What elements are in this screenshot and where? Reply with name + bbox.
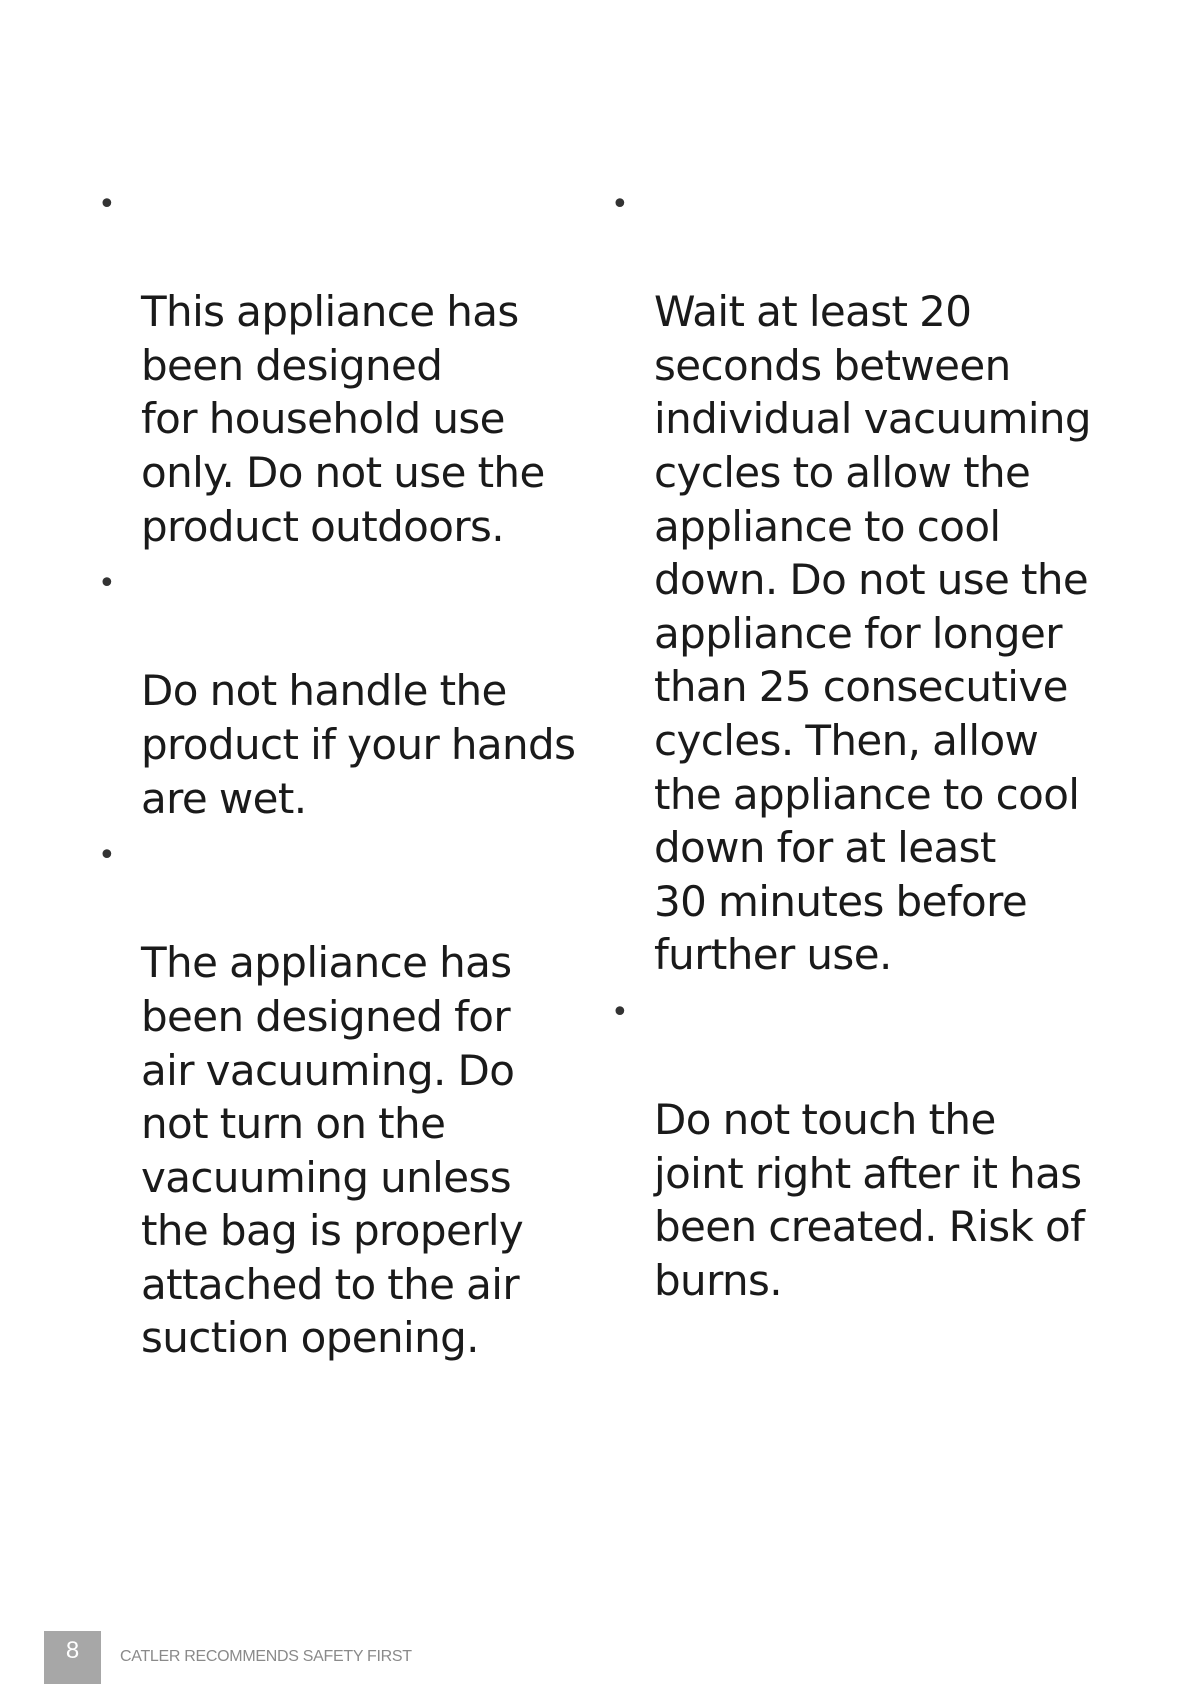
safety-item-text: Wait at least 20 seconds between individual vacuuming cycles to allow the appliance to cool down. Do not use the appliance for longer than 25 consecutive cycles. Then, allow the appliance to cool down for at least 30 minutes before further use.: [654, 287, 1091, 980]
bullet-icon: •: [611, 994, 629, 1030]
bullet-icon: •: [98, 838, 116, 874]
safety-item-text: This appliance has been designed for household use only. Do not use the product outdoors.: [141, 287, 545, 551]
page-number: 8: [65, 1637, 80, 1664]
bullet-icon: •: [611, 187, 629, 222]
safety-item: [98, 829, 598, 1365]
safety-item: [611, 178, 1151, 982]
safety-item: [611, 986, 1151, 1308]
running-footer-title: CATLER RECOMMENDS SAFETY FIRST: [120, 1648, 412, 1665]
safety-item-text: Do not handle the product if your hands are wet.: [141, 666, 576, 823]
right-column: [611, 178, 1151, 1311]
safety-item: [98, 557, 598, 825]
safety-item-text: Do not touch the joint right after it has been created. Risk of burns.: [654, 1095, 1085, 1305]
safety-item-text: The appliance has been designed for air vacuuming. Do not turn on the vacuuming unless the bag is properly attached to the air suction opening.: [141, 938, 524, 1363]
safety-item: [98, 178, 598, 553]
bullet-icon: •: [98, 187, 116, 222]
bullet-icon: •: [98, 566, 116, 602]
page-number-badge: [44, 1631, 101, 1684]
left-column: [98, 178, 598, 1369]
